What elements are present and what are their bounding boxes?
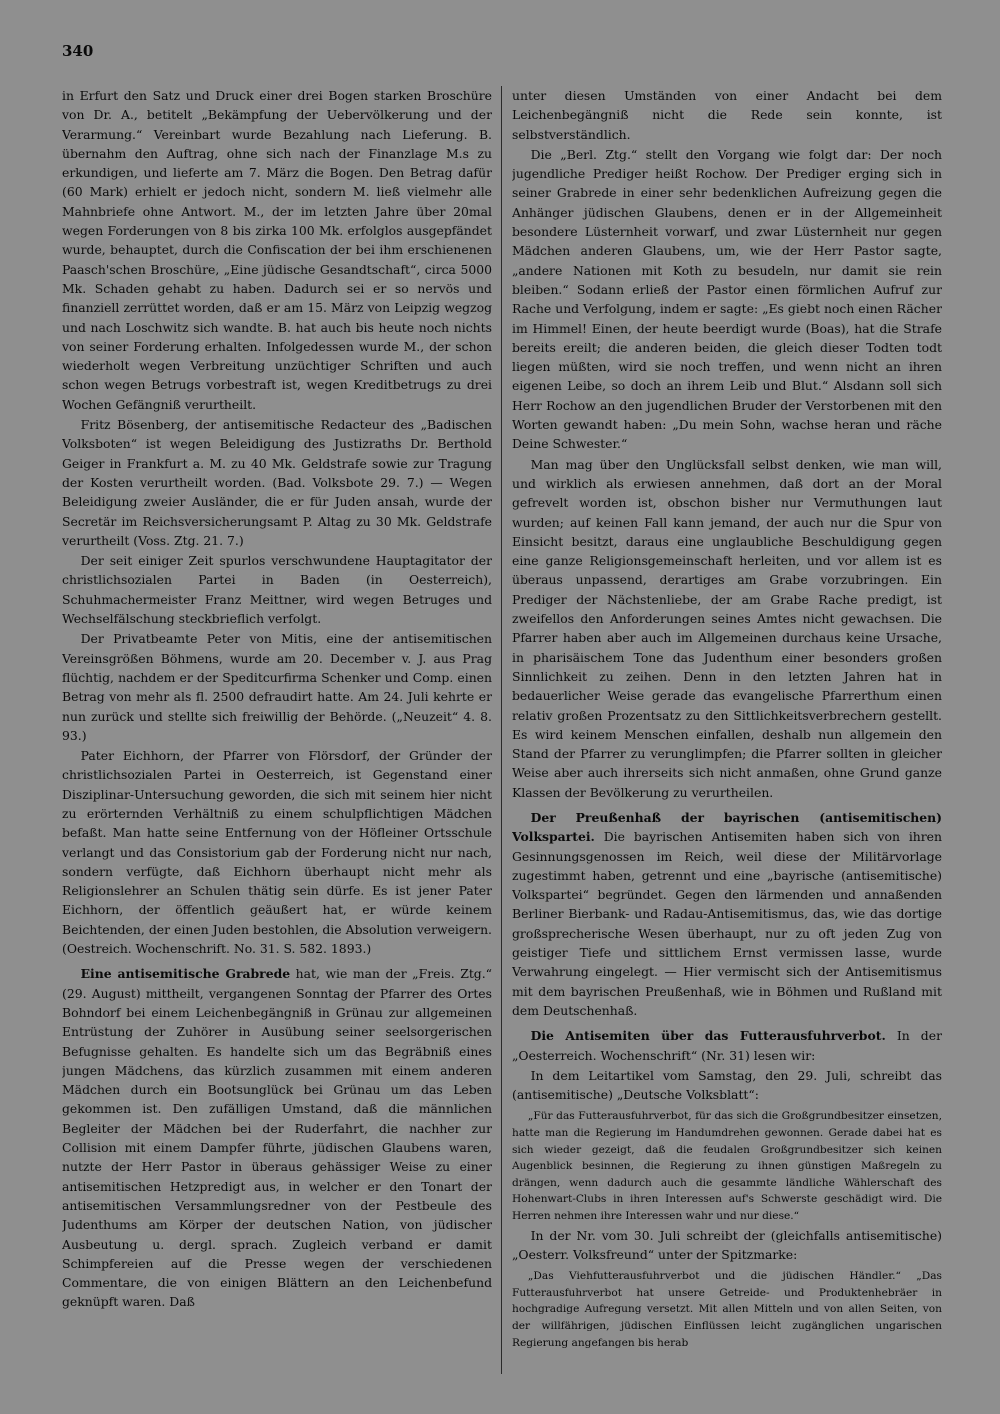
paragraph (512, 145, 942, 454)
paragraph (512, 1108, 942, 1224)
paragraph-text: „Das Viehfutterausfuhrverbot und die jüdischen Händler.“ „Das Futterausfuhrverbot hat unsere Getreide- und Produktenhebräer in hochgradige Aufregung versetzt. Mit allen Mitteln und von allen Seiten, von der willfährigen, jüdischen Einflüssen leicht zugänglichen ungarischen Regierung angefangen bis herab (512, 1270, 942, 1349)
paragraph (512, 86, 942, 144)
paragraph (62, 629, 492, 745)
paragraph-text: In dem Leitartikel vom Samstag, den 29. Juli, schreibt das (antisemitische) „Deutsche Volksblatt“: (512, 1067, 942, 1103)
paragraph-text: in Erfurt den Satz und Druck einer drei Bogen starken Broschüre von Dr. A., betitelt „Bekämpfung der Uebervölkerung und der Verarmung.“ Vereinbart wurde Bezahlung nach Lieferung. B. übernahm den Auftrag, ohne sich nach der Finanzlage M.s zu erkundigen, und lieferte am 7. März die Bogen. Den Betrag dafür (60 Mark) erhielt er jedoch nicht, sondern M. ließ vielmehr alle Mahnbriefe ohne Antwort. M., der im letzten Jahre über 20mal wegen Forderungen von 8 bis zirka 100 Mk. erfolglos ausgepfändet wurde, behauptet, durch die Confiscation der bei ihm erschienenen Paasch'schen Broschüre, „Eine jüdische Gesandtschaft“, circa 5000 Mk. Schaden gehabt zu haben. Dadurch sei er so nervös und finanziell zerrüttet worden, daß er am 15. März von Leipzig wegzog und nach Loschwitz sich wandte. B. hat auch bis heute noch nichts von seiner Forderung erhalten. Infolgedessen wurde M., der schon wiederholt wegen Verbreitung unzüchtiger Schriften und auch schon wegen Betrugs vorbestraft ist, wegen Kreditbetrugs zu drei Wochen Gefängniß verurtheilt. (62, 88, 492, 412)
paragraph (512, 1268, 942, 1351)
article-heading: Die Antisemiten über das Futterausfuhrverbot. (530, 1028, 886, 1044)
paragraph (512, 1226, 942, 1265)
paragraph-text: Fritz Bösenberg, der antisemitische Redacteur des „Badischen Volksboten“ ist wegen Beleidigung des Justizraths Dr. Berthold Geiger in Frankfurt a. M. zu 40 Mk. Geldstrafe sowie zur Tragung der Kosten verurtheilt worden. (Bad. Volksbote 29. 7.) — Wegen Beleidigung zweier Ausländer, die er für Juden ansah, wurde der Secretär im Reichsversicherungsamt P. Altag zu 30 Mk. Geldstrafe verurtheilt (Voss. Ztg. 21. 7.) (62, 417, 492, 548)
paragraph (512, 1066, 942, 1105)
paragraph (512, 455, 942, 802)
paragraph-text: Man mag über den Unglücksfall selbst denken, wie man will, und wirklich als erwiesen annehmen, daß dort an der Moral gefrevelt worden ist, obschon bisher nur Vermuthungen laut wurden; auf keinen Fall kann jemand, der auch nur die Spur von Einsicht besitzt, daraus eine unglaubliche Beschuldigung gegen eine ganze Religionsgemeinschaft herleiten, und vor allem ist es überaus unpassend, derartiges am Grabe vorzubringen. Ein Prediger der Nächstenliebe, der am Grabe Rache predigt, ist zweifellos den Anforderungen seines Amtes nicht gewachsen. Die Pfarrer haben aber auch im Allgemeinen durchaus keine Ursache, in pharisäischem Tone das Judenthum einer besonders großen Sinnlichkeit zu zeihen. Denn in den letzten Jahren hat in bedauerlicher Weise gerade das evangelische Pfarrerthum einen relativ großen Prozentsatz zu den Sittlichkeitsverbrechern gestellt. Es wird keinem Menschen einfallen, deshalb nun allgemein den Stand der Pfarrer zu verunglimpfen; die Pfarrer sollten in gleicher Weise aber auch ihrerseits sich nicht anmaßen, ohne Grund ganze Klassen der Bevölkerung zu verurtheilen. (512, 456, 942, 800)
paragraph (62, 415, 492, 550)
right-column (512, 86, 942, 1374)
paragraph-text: Die bayrischen Antisemiten haben sich von ihren Gesinnungsgenossen im Reich, weil diese der Militärvorlage zugestimmt haben, getrennt und eine „bayrische (antisemitische) Volkspartei“ begründet. Gegen den lärmenden und annaßenden Berliner Bierbank- und Radau-Antisemitismus, das, wie das dortige großsprecherische Wesen überhaupt, nur zu oft jeden Zug von geistiger Tiefe und sittlichem Ernst vermissen lasse, wurde Verwahrung eingelegt. — Hier vermischt sich der Antisemitismus mit dem bayrischen Preußenhaß, wie in Böhmen und Rußland mit dem Deutschenhaß. (512, 829, 942, 1018)
article-heading: Der Preußenhaß der bayrischen (antisemitischen) Volkspartei. (512, 809, 942, 845)
paragraph-text: Pater Eichhorn, der Pfarrer von Flörsdorf, der Gründer der christlichsozialen Partei in Oesterreich, ist Gegenstand einer Disziplinar-Untersuchung geworden, die sich mit seinem hier nicht zu erörternden Verhältniß zu einem schulpflichtigen Mädchen befaßt. Man hatte seine Entfernung von der Höfleiner Ortsschule verlangt und das Consistorium gab der Forderung nicht nur nach, sondern verfügte, daß Eichhorn überhaupt nicht mehr als Religionslehrer an Schulen thätig sein dürfe. Es ist jener Pater Eichhorn, der öffentlich geäußert hat, er würde keinem Beichtenden, der einen Juden bestohlen, die Absolution verweigern. (Oestreich. Wochenschrift. No. 31. S. 582. 1893.) (62, 748, 492, 957)
paragraph-text: Der seit einiger Zeit spurlos verschwundene Hauptagitator der christlichsozialen Partei in Baden (in Oesterreich), Schuhmachermeister Franz Meittner, wird wegen Betruges und Wechselfälschung steckbrieflich verfolgt. (62, 553, 492, 627)
paragraph (62, 551, 492, 628)
left-column (62, 86, 492, 1374)
paragraph-text: hat, wie man der „Freis. Ztg.“ (29. August) mittheilt, vergangenen Sonntag der Pfarrer des Ortes Bohndorf bei einem Leichenbegängniß in Grünau zur allgemeinen Entrüstung der Zuhörer in Ausübung seiner seelsorgerischen Befugnisse gehalten. Es handelte sich um das Begräbniß eines jungen Mädchens, das kürzlich zusammen mit einem anderen Mädchen durch ein Bootsunglück bei Grünau um das Leben gekommen ist. Den zufälligen Umstand, daß die männlichen Begleiter der Mädchen bei der Ruderfahrt, die nachher zur Collision mit einem Dampfer führte, jüdischen Glaubens waren, nutzte der Herr Pastor in überaus gehässiger Weise zu einer antisemitischen Hetzpredigt aus, in welcher er den Tonart der antisemitischen Versammlungsredner von der Pestbeule des Judenthums am Körper der deutschen Nation, von jüdischer Ausbeutung u. dergl. sprach. Zugleich verband er damit Schimpfereien auf die Presse wegen der verschiedenen Commentare, die von einigen Blättern an den Leichenbefund geknüpft waren. Daß (62, 966, 492, 1310)
paragraph (62, 746, 492, 958)
paragraph-text: Die „Berl. Ztg.“ stellt den Vorgang wie folgt dar: Der noch jugendliche Prediger heißt Rochow. Der Prediger erging sich in seiner Grabrede in einer sehr bedenklichen Aufreizung gegen die Anhänger jüdischen Glaubens, denen er in der Allgemeinheit besondere Lüsternheit vorwarf, und zwar Lüsternheit nur gegen Mädchen anderen Glaubens, um, wie der Herr Pastor sagte, „andere Nationen mit Koth zu besudeln, nur damit sie rein bleiben.“ Sodann erließ der Pastor einen förmlichen Aufruf zur Rache und Verfolgung, indem er sagte: „Es giebt noch einen Rächer im Himmel! Einen, der heute beerdigt wurde (Boas), hat die Strafe bereits ereilt; die anderen beiden, die gleich dieser Todten todt liegen müßten, wird sie noch treffen, und wenn nicht an ihren eigenen Leibe, so doch an ihrem Leib und Blut.“ Alsdann soll sich Herr Rochow an den jugendlichen Bruder der Verstorbenen mit den Worten gewandt haben: „Du mein Sohn, wachse heran und räche Deine Schwester.“ (512, 146, 942, 452)
paragraph-text: Der Privatbeamte Peter von Mitis, eine der antisemitischen Vereinsgrößen Böhmens, wurde am 20. December v. J. aus Prag flüchtig, nachdem er der Speditcurfirma Schenker und Comp. einen Betrag von mehr als fl. 2500 defraudirt hatte. Am 24. Juli kehrte er nun zurück und stellte sich freiwillig der Behörde. („Neuzeit“ 4. 8. 93.) (62, 631, 492, 743)
article-heading: Eine antisemitische Grabrede (80, 966, 291, 982)
paragraph (62, 964, 492, 1311)
paragraph (512, 808, 942, 1020)
paragraph-text: In der „Oesterreich. Wochenschrift“ (Nr. 31) lesen wir: (512, 1028, 942, 1063)
paragraph-text: In der Nr. vom 30. Juli schreibt der (gleichfalls antisemitische) „Oesterr. Volksfreund“ unter der Spitzmarke: (512, 1227, 942, 1262)
page-number: 340 (62, 42, 94, 60)
paragraph (512, 1026, 942, 1065)
column-divider (501, 86, 502, 1374)
paragraph-text: „Für das Futterausfuhrverbot, für das sich die Großgrundbesitzer einsetzen, hatte man die Regierung im Handumdrehen gewonnen. Gerade dabei hat es sich wieder gezeigt, daß die feudalen Großgrundbesitzer sich keinen Augenblick besinnen, die Regierung zu ihnen günstigen Maßregeln zu drängen, wenn dadurch auch die gesammte ländliche Wählerschaft des Hohenwart-Clubs in ihren Interessen auf's Schwerste geschädigt wird. Die Herren nehmen ihre Interessen wahr und nur diese.“ (512, 1110, 942, 1222)
paragraph (62, 86, 492, 414)
paragraph-text: unter diesen Umständen von einer Andacht bei dem Leichenbegängniß nicht die Rede sein konnte, ist selbstverständlich. (512, 88, 942, 142)
